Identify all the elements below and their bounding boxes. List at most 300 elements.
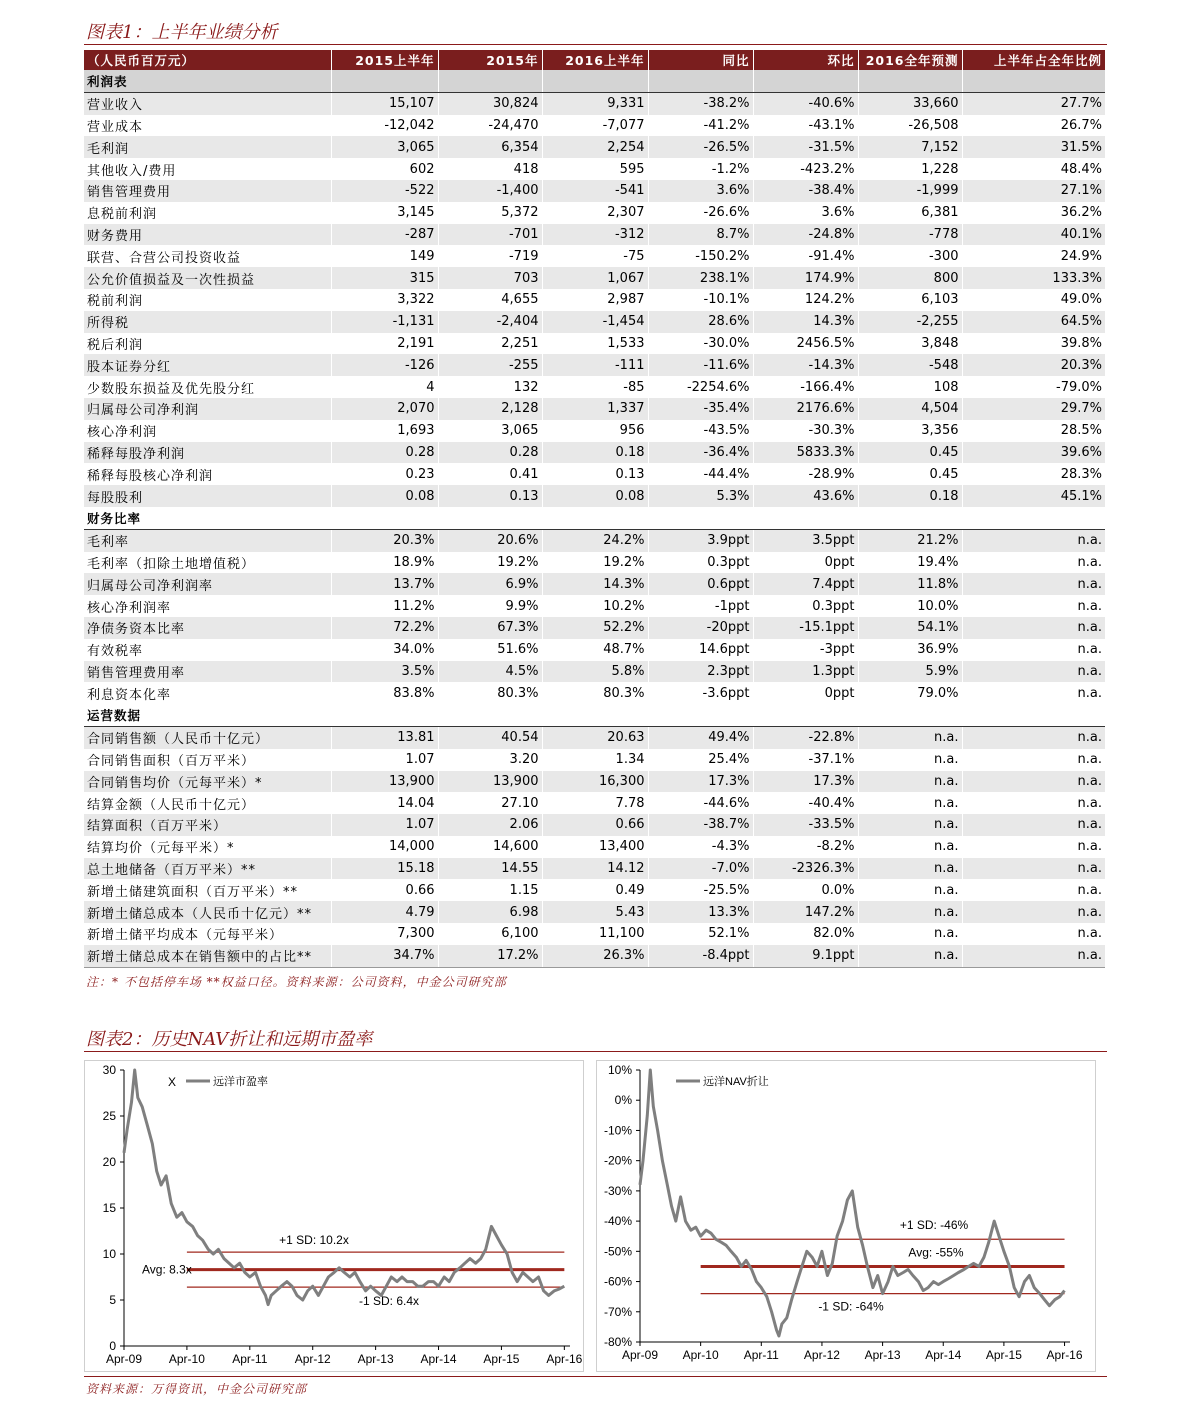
table-row: [84, 617, 1105, 639]
table-cell: -91.4%: [753, 245, 858, 267]
table-cell: -166.4%: [753, 376, 858, 398]
y-tick-label: -80%: [603, 1335, 632, 1349]
table-cell: 24.9%: [962, 245, 1105, 267]
table-cell: n.a.: [962, 771, 1105, 793]
table-row: [84, 398, 1105, 420]
table-cell: -14.3%: [753, 354, 858, 376]
row-label: 合同销售面积（百万平米）: [84, 749, 331, 771]
table-cell: 20.3%: [331, 529, 438, 551]
empty-cell: [648, 70, 753, 92]
table-cell: 418: [438, 158, 542, 180]
empty-cell: [962, 70, 1105, 92]
table-cell: 14,000: [331, 836, 438, 858]
band-label: -1 SD: 6.4x: [358, 1294, 420, 1309]
table-cell: 17.3%: [648, 771, 753, 793]
table-cell: 5.8%: [542, 661, 648, 683]
row-label: 合同销售均价（元每平米）*: [84, 771, 331, 793]
row-label: 核心净利润: [84, 420, 331, 442]
empty-cell: [962, 704, 1105, 726]
column-header: 2015上半年: [331, 50, 438, 70]
table-cell: 5.43: [542, 901, 648, 923]
table-cell: 0.66: [331, 879, 438, 901]
table-cell: 0.41: [438, 463, 542, 485]
table-cell: -79.0%: [962, 376, 1105, 398]
table-cell: 26.7%: [962, 115, 1105, 137]
table-cell: n.a.: [962, 573, 1105, 595]
table-cell: -38.2%: [648, 92, 753, 114]
table-row: [84, 158, 1105, 180]
table-cell: 40.54: [438, 726, 542, 748]
section-header-row: [84, 704, 1105, 726]
y-tick-label: 0%: [614, 1093, 632, 1108]
table-cell: -2,255: [858, 311, 962, 333]
table-cell: 3.6%: [753, 202, 858, 224]
table-cell: 27.1%: [962, 180, 1105, 202]
row-label: 结算均价（元每平米）*: [84, 836, 331, 858]
table-cell: -778: [858, 224, 962, 246]
table-cell: 39.8%: [962, 333, 1105, 355]
table-cell: 14.55: [438, 858, 542, 880]
column-header: 上半年占全年比例: [962, 50, 1105, 70]
table-cell: -1ppt: [648, 595, 753, 617]
figure2-rule: [84, 1051, 1107, 1052]
row-label: 股本证券分红: [84, 354, 331, 376]
table-row: [84, 136, 1105, 158]
table-cell: -8.2%: [753, 836, 858, 858]
table-cell: n.a.: [962, 792, 1105, 814]
results-table: [84, 50, 1105, 968]
column-header: （人民币百万元）: [84, 50, 331, 70]
table-cell: -24,470: [438, 115, 542, 137]
table-cell: 80.3%: [438, 682, 542, 704]
table-row: [84, 945, 1105, 967]
table-cell: 10.0%: [858, 595, 962, 617]
x-tick-label: Apr-15: [985, 1348, 1022, 1362]
table-cell: n.a.: [962, 879, 1105, 901]
table-cell: -7.0%: [648, 858, 753, 880]
table-cell: 9.1ppt: [753, 945, 858, 967]
table-cell: 2456.5%: [753, 333, 858, 355]
table-cell: 6,103: [858, 289, 962, 311]
table-header-row: [84, 50, 1105, 70]
y-tick-label: 20: [102, 1155, 116, 1169]
empty-cell: [858, 70, 962, 92]
band-label: -1 SD: -64%: [818, 1299, 884, 1314]
empty-cell: [753, 507, 858, 529]
row-label: 税前利润: [84, 289, 331, 311]
table-cell: 2,191: [331, 333, 438, 355]
table-cell: n.a.: [962, 661, 1105, 683]
table-cell: 7,152: [858, 136, 962, 158]
row-label: 销售管理费用率: [84, 661, 331, 683]
table-cell: 7.4ppt: [753, 573, 858, 595]
table-cell: 0.0%: [753, 879, 858, 901]
table-cell: 3.5ppt: [753, 529, 858, 551]
table-cell: 36.2%: [962, 202, 1105, 224]
table-cell: 52.2%: [542, 617, 648, 639]
table-cell: 149: [331, 245, 438, 267]
empty-cell: [542, 70, 648, 92]
table-cell: 5.9%: [858, 661, 962, 683]
table-cell: 49.0%: [962, 289, 1105, 311]
table-cell: 19.4%: [858, 552, 962, 574]
table-cell: 1,693: [331, 420, 438, 442]
table-row: [84, 224, 1105, 246]
y-tick-label: -50%: [603, 1244, 632, 1259]
table-cell: n.a.: [962, 836, 1105, 858]
table-cell: -8.4ppt: [648, 945, 753, 967]
x-tick-label: Apr-09: [105, 1352, 143, 1366]
table-cell: 238.1%: [648, 267, 753, 289]
table-cell: 10.2%: [542, 595, 648, 617]
empty-cell: [542, 507, 648, 529]
table-row: [84, 420, 1105, 442]
table-cell: -312: [542, 224, 648, 246]
table-cell: 34.0%: [331, 639, 438, 661]
band-label: +1 SD: -46%: [899, 1218, 969, 1233]
table-cell: 0.3ppt: [753, 595, 858, 617]
table-cell: -4.3%: [648, 836, 753, 858]
table-cell: n.a.: [858, 771, 962, 793]
table-row: [84, 442, 1105, 464]
row-label: 营业成本: [84, 115, 331, 137]
table-cell: -10.1%: [648, 289, 753, 311]
figure2-source: 资料来源：万得资讯，中金公司研究部: [86, 1382, 308, 1396]
table-cell: 2,070: [331, 398, 438, 420]
table-cell: -300: [858, 245, 962, 267]
table-cell: 14.3%: [542, 573, 648, 595]
table-cell: 29.7%: [962, 398, 1105, 420]
table-row: [84, 552, 1105, 574]
table-cell: 0.28: [331, 442, 438, 464]
x-tick-label: Apr-11: [232, 1352, 268, 1366]
table-cell: -2,404: [438, 311, 542, 333]
table-cell: n.a.: [962, 923, 1105, 945]
section-header-row: [84, 507, 1105, 529]
table-cell: 0.08: [331, 485, 438, 507]
row-label: 公允价值损益及一次性损益: [84, 267, 331, 289]
table-cell: 5,372: [438, 202, 542, 224]
table-cell: 3,848: [858, 333, 962, 355]
empty-cell: [438, 70, 542, 92]
table-cell: 1,533: [542, 333, 648, 355]
table-cell: 64.5%: [962, 311, 1105, 333]
table-row: [84, 858, 1105, 880]
table-row: [84, 726, 1105, 748]
table-cell: -1.2%: [648, 158, 753, 180]
table-cell: 315: [331, 267, 438, 289]
table-cell: -26,508: [858, 115, 962, 137]
table-cell: n.a.: [962, 814, 1105, 836]
table-cell: n.a.: [962, 726, 1105, 748]
table-row: [84, 573, 1105, 595]
row-label: 归属母公司净利润率: [84, 573, 331, 595]
empty-cell: [858, 507, 962, 529]
table-cell: 54.1%: [858, 617, 962, 639]
table-cell: 3,065: [438, 420, 542, 442]
section-title: 财务比率: [84, 507, 331, 529]
empty-cell: [438, 507, 542, 529]
table-note: 注：* 不包括停车场 **权益口径。资料来源：公司资料，中金公司研究部: [86, 975, 507, 989]
table-cell: -44.6%: [648, 792, 753, 814]
x-tick-label: Apr-09: [621, 1348, 659, 1362]
table-cell: n.a.: [962, 552, 1105, 574]
row-label: 净债务资本比率: [84, 617, 331, 639]
table-cell: 18.9%: [331, 552, 438, 574]
table-cell: 6.9%: [438, 573, 542, 595]
empty-cell: [753, 70, 858, 92]
table-cell: 49.4%: [648, 726, 753, 748]
row-label: 结算面积（百万平米）: [84, 814, 331, 836]
table-row: [84, 661, 1105, 683]
table-cell: 108: [858, 376, 962, 398]
table-cell: 124.2%: [753, 289, 858, 311]
band-label: Avg: -55%: [908, 1245, 964, 1260]
table-cell: 595: [542, 158, 648, 180]
row-label: 核心净利润率: [84, 595, 331, 617]
chart-frame: [85, 1061, 584, 1372]
y-tick-label: -20%: [603, 1153, 632, 1168]
table-cell: 14.04: [331, 792, 438, 814]
row-label: 利息资本化率: [84, 682, 331, 704]
row-label: 毛利率（扣除土地增值税）: [84, 552, 331, 574]
table-cell: -126: [331, 354, 438, 376]
x-tick-label: Apr-11: [743, 1348, 779, 1362]
table-cell: 0.18: [542, 442, 648, 464]
x-tick-label: Apr-13: [864, 1348, 901, 1362]
table-cell: n.a.: [858, 814, 962, 836]
empty-cell: [648, 704, 753, 726]
table-cell: -30.0%: [648, 333, 753, 355]
table-cell: -1,454: [542, 311, 648, 333]
table-row: [84, 792, 1105, 814]
table-cell: n.a.: [962, 749, 1105, 771]
table-cell: 2.06: [438, 814, 542, 836]
empty-cell: [648, 507, 753, 529]
empty-cell: [753, 704, 858, 726]
row-label: 毛利率: [84, 529, 331, 551]
table-cell: 0.13: [542, 463, 648, 485]
table-cell: 0.6ppt: [648, 573, 753, 595]
table-cell: 27.7%: [962, 92, 1105, 114]
table-cell: -31.5%: [753, 136, 858, 158]
table-cell: 1.07: [331, 749, 438, 771]
table-cell: -20ppt: [648, 617, 753, 639]
table-cell: 3.5%: [331, 661, 438, 683]
x-tick-label: Apr-13: [357, 1352, 394, 1366]
table-cell: -548: [858, 354, 962, 376]
row-label: 归属母公司净利润: [84, 398, 331, 420]
table-cell: 1,228: [858, 158, 962, 180]
table-cell: 83.8%: [331, 682, 438, 704]
row-label: 毛利润: [84, 136, 331, 158]
table-cell: 25.4%: [648, 749, 753, 771]
table-cell: -35.4%: [648, 398, 753, 420]
table-cell: 4,655: [438, 289, 542, 311]
row-label: 其他收入/费用: [84, 158, 331, 180]
empty-cell: [962, 507, 1105, 529]
table-cell: n.a.: [858, 858, 962, 880]
table-cell: -38.7%: [648, 814, 753, 836]
table-row: [84, 311, 1105, 333]
table-cell: -719: [438, 245, 542, 267]
table-cell: 40.1%: [962, 224, 1105, 246]
table-cell: 79.0%: [858, 682, 962, 704]
table-cell: 1.15: [438, 879, 542, 901]
table-cell: 1.3ppt: [753, 661, 858, 683]
row-label: 总土地储备（百万平米）**: [84, 858, 331, 880]
table-cell: -1,131: [331, 311, 438, 333]
table-cell: n.a.: [858, 901, 962, 923]
table-cell: 20.3%: [962, 354, 1105, 376]
table-cell: n.a.: [858, 726, 962, 748]
table-cell: 13,900: [331, 771, 438, 793]
table-cell: -30.3%: [753, 420, 858, 442]
row-label: 所得税: [84, 311, 331, 333]
table-cell: 3.6%: [648, 180, 753, 202]
table-cell: 13,400: [542, 836, 648, 858]
table-cell: 3,065: [331, 136, 438, 158]
table-cell: n.a.: [858, 923, 962, 945]
x-tick-label: Apr-10: [682, 1348, 719, 1362]
table-cell: 21.2%: [858, 529, 962, 551]
table-row: [84, 180, 1105, 202]
table-cell: 0.28: [438, 442, 542, 464]
table-row: [84, 376, 1105, 398]
empty-cell: [331, 70, 438, 92]
column-header: 同比: [648, 50, 753, 70]
table-row: [84, 901, 1105, 923]
table-row: [84, 771, 1105, 793]
table-cell: 4: [331, 376, 438, 398]
y-tick-label: 30: [102, 1063, 116, 1077]
table-cell: -40.4%: [753, 792, 858, 814]
table-cell: -43.1%: [753, 115, 858, 137]
table-cell: 800: [858, 267, 962, 289]
table-cell: n.a.: [962, 682, 1105, 704]
table-cell: -38.4%: [753, 180, 858, 202]
table-cell: -12,042: [331, 115, 438, 137]
section-header-row: [84, 70, 1105, 92]
section-title: 利润表: [84, 70, 331, 92]
row-label: 有效税率: [84, 639, 331, 661]
x-tick-label: Apr-12: [803, 1348, 840, 1362]
row-label: 新增土储总成本在销售额中的占比**: [84, 945, 331, 967]
empty-cell: [858, 704, 962, 726]
table-cell: 0.49: [542, 879, 648, 901]
table-cell: -15.1ppt: [753, 617, 858, 639]
table-cell: n.a.: [962, 529, 1105, 551]
table-cell: 14.3%: [753, 311, 858, 333]
table-cell: 2.3ppt: [648, 661, 753, 683]
table-cell: 0.66: [542, 814, 648, 836]
legend-label: 远洋NAV折让: [703, 1076, 769, 1088]
table-cell: 20.63: [542, 726, 648, 748]
table-row: [84, 115, 1105, 137]
y-tick-label: -70%: [603, 1304, 632, 1319]
legend-label: 远洋市盈率: [213, 1076, 268, 1088]
y-tick-label: -10%: [603, 1123, 632, 1138]
table-cell: 4.5%: [438, 661, 542, 683]
table-cell: 27.10: [438, 792, 542, 814]
row-label: 新增土储平均成本（元每平米）: [84, 923, 331, 945]
x-tick-label: Apr-12: [294, 1352, 331, 1366]
table-cell: 174.9%: [753, 267, 858, 289]
pe-chart: [84, 1060, 584, 1372]
row-label: 新增土储总成本（人民币十亿元）**: [84, 901, 331, 923]
table-cell: 13.3%: [648, 901, 753, 923]
column-header: 环比: [753, 50, 858, 70]
y-tick-label: 10: [102, 1247, 116, 1261]
table-cell: 0ppt: [753, 552, 858, 574]
table-cell: 24.2%: [542, 529, 648, 551]
column-header: 2016上半年: [542, 50, 648, 70]
table-cell: -36.4%: [648, 442, 753, 464]
y-tick-label: 15: [102, 1201, 116, 1215]
table-cell: n.a.: [858, 749, 962, 771]
figure1-title: 图表1：上半年业绩分析: [86, 22, 278, 43]
table-cell: n.a.: [858, 836, 962, 858]
table-cell: 14.12: [542, 858, 648, 880]
table-cell: -2254.6%: [648, 376, 753, 398]
table-cell: 28.3%: [962, 463, 1105, 485]
x-tick-label: Apr-15: [483, 1352, 520, 1366]
table-cell: 33,660: [858, 92, 962, 114]
table-cell: 43.6%: [753, 485, 858, 507]
table-cell: -150.2%: [648, 245, 753, 267]
table-cell: -7,077: [542, 115, 648, 137]
table-cell: n.a.: [962, 639, 1105, 661]
table-cell: -44.4%: [648, 463, 753, 485]
table-cell: -2326.3%: [753, 858, 858, 880]
table-cell: 72.2%: [331, 617, 438, 639]
table-cell: -33.5%: [753, 814, 858, 836]
table-cell: -11.6%: [648, 354, 753, 376]
table-cell: 28.5%: [962, 420, 1105, 442]
table-cell: 0ppt: [753, 682, 858, 704]
table-cell: 956: [542, 420, 648, 442]
table-cell: -28.9%: [753, 463, 858, 485]
table-cell: -43.5%: [648, 420, 753, 442]
figure1-rule: [84, 44, 1107, 45]
table-cell: 20.6%: [438, 529, 542, 551]
table-cell: n.a.: [962, 858, 1105, 880]
table-cell: -75: [542, 245, 648, 267]
table-cell: -41.2%: [648, 115, 753, 137]
table-cell: 1.34: [542, 749, 648, 771]
table-cell: 2,987: [542, 289, 648, 311]
y-tick-label: -60%: [603, 1274, 632, 1289]
table-cell: -111: [542, 354, 648, 376]
row-label: 新增土储建筑面积（百万平米）**: [84, 879, 331, 901]
table-cell: 39.6%: [962, 442, 1105, 464]
row-label: 税后利润: [84, 333, 331, 355]
x-tick-label: Apr-10: [168, 1352, 205, 1366]
table-cell: 17.2%: [438, 945, 542, 967]
x-tick-label: Apr-14: [420, 1352, 457, 1366]
table-row: [84, 333, 1105, 355]
y-tick-label: 10%: [607, 1063, 632, 1077]
table-row: [84, 814, 1105, 836]
empty-cell: [438, 704, 542, 726]
table-row: [84, 289, 1105, 311]
table-cell: n.a.: [858, 792, 962, 814]
column-header: 2015年: [438, 50, 542, 70]
table-cell: -85: [542, 376, 648, 398]
table-cell: -423.2%: [753, 158, 858, 180]
row-label: 少数股东损益及优先股分红: [84, 376, 331, 398]
band-label: Avg: 8.3x: [142, 1262, 192, 1277]
